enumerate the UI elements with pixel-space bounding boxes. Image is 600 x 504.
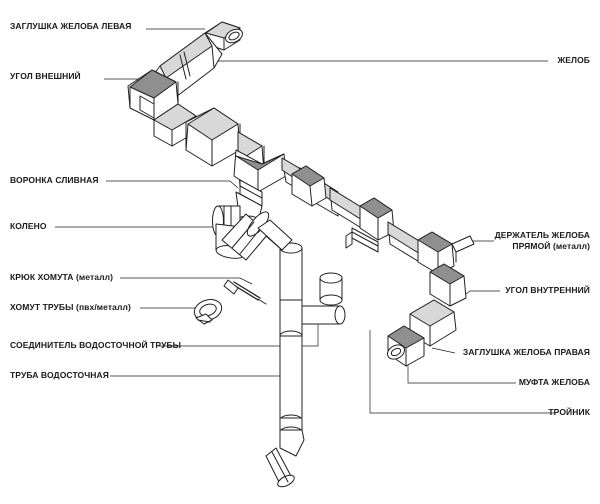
label-gutter-bracket-line2: ПРЯМОЙ (металл) (512, 241, 590, 251)
label-gutter: ЖЕЛОБ (557, 55, 590, 65)
funnel-and-downpipe (213, 192, 346, 489)
label-downpipe-connector: СОЕДИНИТЕЛЬ ВОДОСТОЧНОЙ ТРУБЫ (10, 340, 182, 350)
label-gutter-bracket-line1: ДЕРЖАТЕЛЬ ЖЕЛОБА (494, 230, 590, 240)
label-gutter-end-cap-right: ЗАГЛУШКА ЖЕЛОБА ПРАВАЯ (462, 347, 590, 357)
label-tee-branch: ТРОЙНИК (548, 407, 590, 417)
label-pipe-clamp: ХОМУТ ТРУБЫ (пвх/металл) (10, 302, 131, 312)
label-clamp-hook: КРЮК ХОМУТА (металл) (10, 272, 114, 282)
label-internal-corner: УГОЛ ВНУТРЕННИЙ (505, 285, 590, 295)
label-drain-funnel: ВОРОНКА СЛИВНАЯ (10, 175, 99, 185)
label-elbow: КОЛЕНО (10, 221, 47, 231)
label-downpipe: ТРУБА ВОДОСТОЧНАЯ (10, 370, 109, 380)
label-gutter-bracket-straight (495, 230, 590, 252)
label-gutter-coupling: МУФТА ЖЕЛОБА (518, 377, 590, 387)
label-gutter-end-cap-left: ЗАГЛУШКА ЖЕЛОБА ЛЕВАЯ (10, 21, 132, 31)
label-external-corner: УГОЛ ВНЕШНИЙ (10, 71, 81, 81)
clamp-and-hook (192, 280, 266, 324)
